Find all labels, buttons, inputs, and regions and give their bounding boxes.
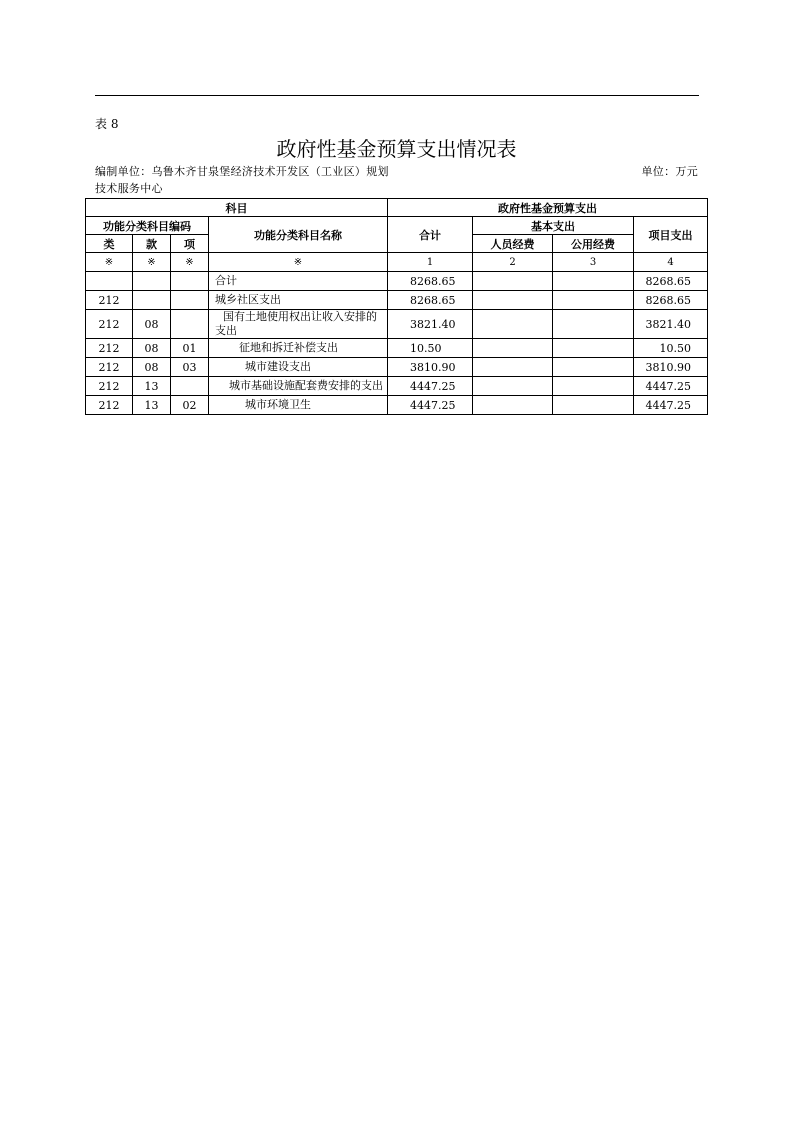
ref-cell: ※ <box>209 253 388 272</box>
cell-xiang: 01 <box>171 339 209 358</box>
cell-xiang: 03 <box>171 358 209 377</box>
budget-table <box>85 198 708 415</box>
cell-personnel <box>473 291 553 310</box>
top-rule <box>95 95 699 96</box>
cell-name <box>209 310 388 339</box>
table-number: 表 8 <box>95 117 119 131</box>
cell-name-text: 城市基础设施配套费安排的支出 <box>229 379 383 392</box>
ref-cell: ※ <box>133 253 171 272</box>
header-public: 公用经费 <box>553 235 634 253</box>
cell-total: 10.50 <box>388 339 473 358</box>
ref-cell: 4 <box>634 253 708 272</box>
header-subject: 科目 <box>86 199 388 217</box>
cell-kuan: 08 <box>133 339 171 358</box>
cell-name-text: 征地和拆迁补偿支出 <box>239 341 338 354</box>
cell-total: 8268.65 <box>388 291 473 310</box>
cell-total: 3821.40 <box>388 310 473 339</box>
cell-name <box>209 396 388 415</box>
cell-personnel <box>473 310 553 339</box>
cell-xiang <box>171 377 209 396</box>
table-row <box>86 272 708 291</box>
cell-personnel <box>473 272 553 291</box>
header-fund-expenditure: 政府性基金预算支出 <box>388 199 708 217</box>
cell-kuan: 13 <box>133 396 171 415</box>
cell-lei <box>86 272 133 291</box>
cell-name <box>209 358 388 377</box>
cell-personnel <box>473 339 553 358</box>
ref-cell: 2 <box>473 253 553 272</box>
header-func-name: 功能分类科目名称 <box>209 217 388 253</box>
cell-lei: 212 <box>86 291 133 310</box>
table-row <box>86 358 708 377</box>
org-label: 编制单位：乌鲁木齐甘泉堡经济技术开发区（工业区）规划技术服务中心 <box>95 165 389 195</box>
cell-project: 3821.40 <box>634 310 708 339</box>
cell-project: 10.50 <box>634 339 708 358</box>
cell-kuan: 08 <box>133 358 171 377</box>
cell-xiang <box>171 291 209 310</box>
cell-kuan <box>133 291 171 310</box>
header-kuan: 款 <box>133 235 171 253</box>
header-xiang: 项 <box>171 235 209 253</box>
cell-total: 8268.65 <box>388 272 473 291</box>
table-row <box>86 377 708 396</box>
cell-project: 8268.65 <box>634 272 708 291</box>
cell-lei: 212 <box>86 358 133 377</box>
ref-cell: ※ <box>86 253 133 272</box>
cell-project: 4447.25 <box>634 377 708 396</box>
cell-personnel <box>473 358 553 377</box>
cell-public <box>553 377 634 396</box>
table-row <box>86 310 708 339</box>
cell-public <box>553 272 634 291</box>
cell-public <box>553 396 634 415</box>
header-total: 合计 <box>388 217 473 253</box>
cell-lei: 212 <box>86 339 133 358</box>
header-personnel: 人员经费 <box>473 235 553 253</box>
page-title: 政府性基金预算支出情况表 <box>276 137 517 161</box>
table-row <box>86 339 708 358</box>
cell-personnel <box>473 377 553 396</box>
cell-public <box>553 339 634 358</box>
cell-lei: 212 <box>86 396 133 415</box>
cell-kuan: 08 <box>133 310 171 339</box>
cell-kuan <box>133 272 171 291</box>
cell-total: 4447.25 <box>388 377 473 396</box>
header-func-code: 功能分类科目编码 <box>86 217 209 235</box>
header-lei: 类 <box>86 235 133 253</box>
cell-xiang: 02 <box>171 396 209 415</box>
cell-public <box>553 291 634 310</box>
header-project: 项目支出 <box>634 217 708 253</box>
cell-name <box>209 377 388 396</box>
cell-name-text: 城市建设支出 <box>245 360 311 373</box>
cell-xiang <box>171 310 209 339</box>
table-row <box>86 291 708 310</box>
cell-name-text: 国有土地使用权出让收入安排的支出 <box>215 310 377 337</box>
cell-lei: 212 <box>86 310 133 339</box>
ref-cell: ※ <box>171 253 209 272</box>
reference-row <box>86 253 708 272</box>
cell-xiang <box>171 272 209 291</box>
cell-public <box>553 358 634 377</box>
cell-name: 合计 <box>209 272 388 291</box>
cell-lei: 212 <box>86 377 133 396</box>
ref-cell: 3 <box>553 253 634 272</box>
ref-cell: 1 <box>388 253 473 272</box>
cell-personnel <box>473 396 553 415</box>
header-basic: 基本支出 <box>473 217 634 235</box>
cell-total: 3810.90 <box>388 358 473 377</box>
cell-project: 8268.65 <box>634 291 708 310</box>
cell-public <box>553 310 634 339</box>
cell-name <box>209 339 388 358</box>
table-row <box>86 396 708 415</box>
cell-name-text: 城市环境卫生 <box>245 398 311 411</box>
cell-kuan: 13 <box>133 377 171 396</box>
cell-project: 4447.25 <box>634 396 708 415</box>
unit-label: 单位：万元 <box>641 165 698 178</box>
cell-name: 城乡社区支出 <box>209 291 388 310</box>
cell-total: 4447.25 <box>388 396 473 415</box>
cell-project: 3810.90 <box>634 358 708 377</box>
